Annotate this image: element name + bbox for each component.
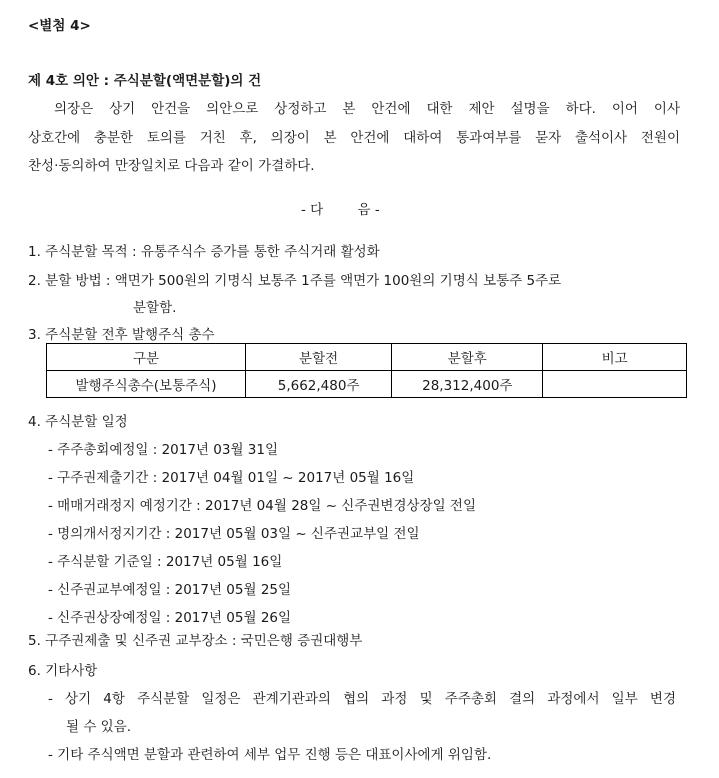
schedule-item: - 신주권교부예정일 : 2017년 05월 25일 [48,582,292,598]
schedule-item: - 주주총회예정일 : 2017년 03월 31일 [48,442,278,458]
schedule-item: - 명의개서정지기간 : 2017년 05월 03일 ~ 신주권교부일 전일 [48,526,420,542]
schedule-item: - 매매거래정지 예정기간 : 2017년 04월 28일 ~ 신주권변경상장일 전일 [48,498,477,514]
table-header-cell: 분할전 [246,344,392,371]
other-note-line1: - 상기 4항 주식분할 일정은 관계기관과의 협의 과정 및 주주총회 결의 과정에서 일부 변경 [48,691,676,707]
schedule-item: - 구주권제출기간 : 2017년 04월 01일 ~ 2017년 05월 16일 [48,470,415,486]
item-schedule: 4. 주식분할 일정 [28,414,128,430]
item-method-line2: 분할함. [133,300,177,316]
agenda-title: 제 4호 의안 : 주식분할(액면분할)의 건 [28,73,262,89]
item-other: 6. 기타사항 [28,663,98,679]
table-header-cell: 분할후 [392,344,543,371]
table-cell: 발행주식총수(보통주식) [47,371,246,398]
intro-line-3: 찬성·동의하여 만장일치로 다음과 같이 가결하다. [28,158,315,174]
intro-line-2: 상호간에 충분한 토의를 거친 후, 의장이 본 안건에 대하여 통과여부를 묻자 출석이사 전원이 [28,130,680,146]
other-note-line3: - 기타 주식액면 분할과 관련하여 세부 업무 진행 등은 대표이사에게 위임함. [48,747,492,763]
attachment-label: <별첨 4> [28,18,91,34]
intro-line-1: 의장은 상기 안건을 의안으로 상정하고 본 안건에 대한 제안 설명을 하다. 이어 이사 [54,101,680,117]
shares-table [46,343,687,398]
table-header-row [47,344,687,371]
table-row [47,371,687,398]
item-method-line1: 2. 분할 방법 : 액면가 500원의 기명식 보통주 1주를 액면가 100원의 기명식 보통주 5주로 [28,273,562,289]
divider-heading: - 다 음 - [301,202,380,218]
item-total-shares: 3. 주식분할 전후 발행주식 총수 [28,327,215,343]
table-header-cell: 구분 [47,344,246,371]
item-purpose: 1. 주식분할 목적 : 유통주식수 증가를 통한 주식거래 활성화 [28,244,380,260]
other-note-line2: 될 수 있음. [66,719,132,735]
schedule-item: - 주식분할 기준일 : 2017년 05월 16일 [48,554,283,570]
item-submission-place: 5. 구주권제출 및 신주권 교부장소 : 국민은행 증권대행부 [28,633,363,649]
table-header-cell: 비고 [543,344,687,371]
schedule-item: - 신주권상장예정일 : 2017년 05월 26일 [48,610,292,626]
table-cell [543,371,687,398]
table-cell: 28,312,400주 [392,371,543,398]
table-cell: 5,662,480주 [246,371,392,398]
